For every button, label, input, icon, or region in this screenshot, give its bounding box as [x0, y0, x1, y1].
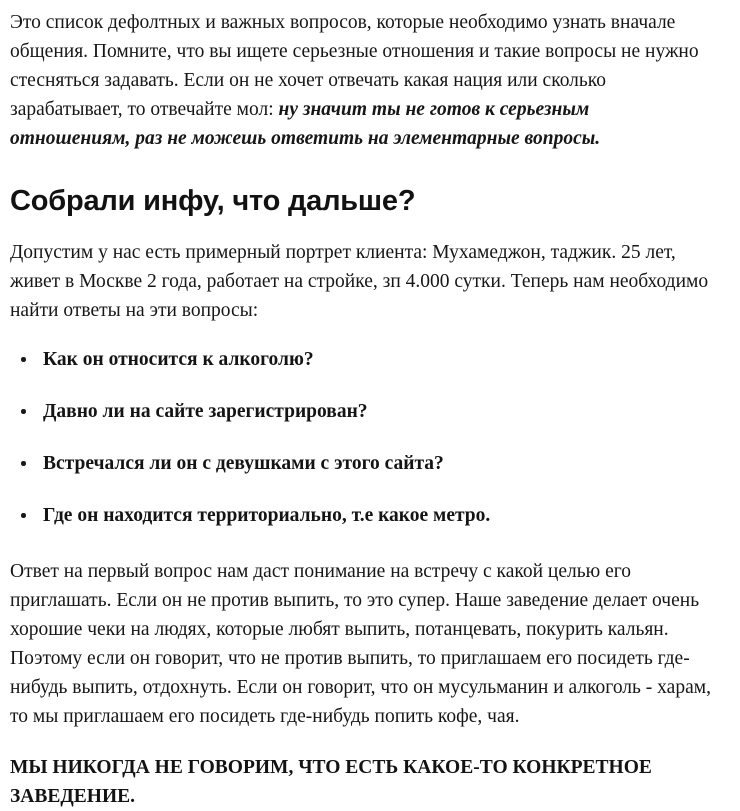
- list-item-label: Как он относится к алкоголю?: [43, 349, 314, 370]
- list-item-label: Давно ли на сайте зарегистрирован?: [43, 401, 368, 422]
- bullet-dot-icon: [21, 513, 26, 518]
- list-item: [10, 347, 712, 373]
- bullet-dot-icon: [21, 409, 26, 414]
- list-item: [10, 451, 712, 477]
- answer-paragraph: Ответ на первый вопрос нам даст понимание на встречу с какой целью его приглашать. Если он не против выпить, то это супер. Наше заведение делает очень хорошие чеки на людях, которые любят выпить, потанцевать, покурить кальян. Поэтому если он говорит, что не против выпить, то приглашаем его посидеть где-нибудь выпить, отдохнуть. Если он говорит, что он мусульманин и алкоголь - харам, то мы приглашаем его посидеть где-нибудь попить кофе, чая.: [10, 561, 711, 727]
- portrait-paragraph: Допустим у нас есть примерный портрет клиента: Мухамеджон, таджик. 25 лет, живет в Москве 2 года, работает на стройке, зп 4.000 сутки. Теперь нам необходимо найти ответы на эти вопросы:: [10, 242, 709, 321]
- list-item: [10, 399, 712, 425]
- intro-paragraph: [10, 0, 712, 153]
- list-item-label: Где он находится территориально, т.е какое метро.: [43, 505, 491, 526]
- bullet-dot-icon: [21, 461, 26, 466]
- list-item-label: Встречался ли он с девушками с этого сайта?: [43, 453, 444, 474]
- bullet-dot-icon: [21, 357, 26, 362]
- intro-paragraph-emphasis: ну значит ты не готов к серьезным отношениям, раз не можешь ответить на элементарные вопросы.: [10, 99, 601, 149]
- list-item: [10, 503, 712, 529]
- section-heading: Собрали инфу, что дальше?: [10, 185, 416, 217]
- intro-paragraph-lead: Это список дефолтных и важных вопросов, которые необходимо узнать вначале общения. Помните, что вы ищете серьезные отношения и такие вопросы не нужно стесняться задавать. Если он не хочет отвечать какая нация или сколько зарабатывает, то отвечайте мол:: [10, 12, 699, 120]
- question-list: [10, 325, 712, 529]
- callout-paragraph: МЫ НИКОГДА НЕ ГОВОРИМ, ЧТО ЕСТЬ КАКОЕ-ТО КОНКРЕТНОЕ ЗАВЕДЕНИЕ.: [10, 757, 652, 807]
